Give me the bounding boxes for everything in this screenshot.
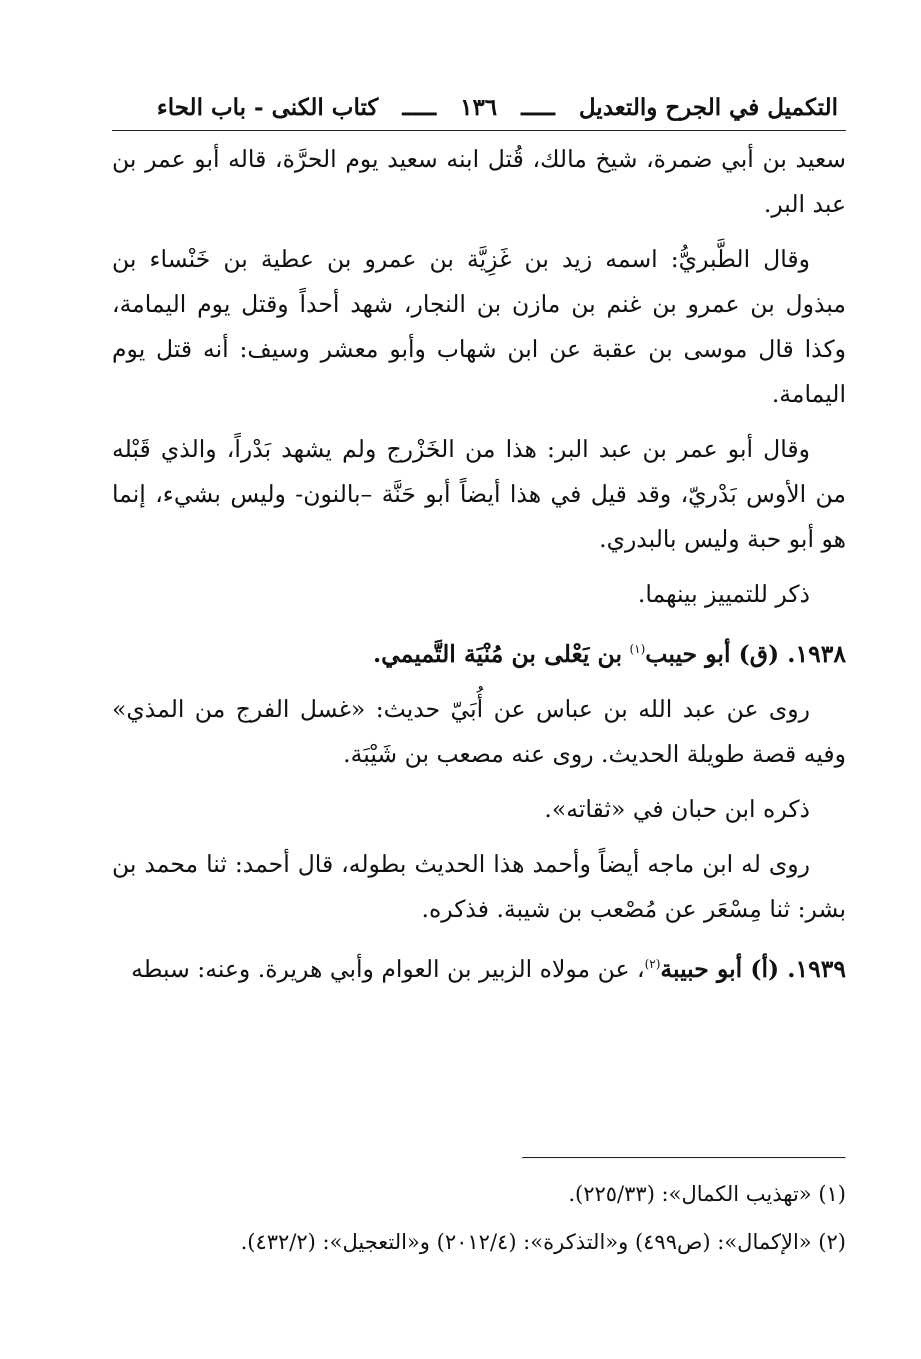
entry-heading-text: ١٩٣٨. (ق) أبو حيبب xyxy=(645,639,846,668)
main-text xyxy=(112,137,846,992)
entry-1938-heading xyxy=(112,627,846,677)
footnote-ref: (٢) xyxy=(644,956,661,971)
paragraph: ذكر للتمييز بينهما. xyxy=(637,580,810,608)
entry-heading-rest: بن يَعْلى بن مُنْيَة التَّميمي. xyxy=(372,639,622,668)
footnote-rule xyxy=(522,1157,846,1159)
running-header xyxy=(112,88,846,131)
paragraph: وقال أبو عمر بن عبد البر: هذا من الخَزْرج ولم يشهد بَدْراً، والذي قَبْله من الأوس بَدْريّ، وقد قيل في هذا أيضاً أبو حَنَّة –بالنون- وليس بشيء، إنما هو أبو حبة وليس بالبدري. xyxy=(112,435,846,553)
paragraph: سعيد بن أبي ضمرة، شيخ مالك، قُتل ابنه سعيد يوم الحرَّة، قاله أبو عمر بن عبد البر. xyxy=(112,145,846,218)
section-title: كتاب الكنى - باب الحاء xyxy=(156,94,379,121)
footnotes xyxy=(112,1170,846,1266)
entry-1939 xyxy=(112,942,846,992)
footnote: (١) «تهذيب الكمال»: (٢٢٥/٣٣). xyxy=(568,1182,846,1206)
header-dash: ـــــ xyxy=(521,94,555,121)
paragraph: روى له ابن ماجه أيضاً وأحمد هذا الحديث بطوله، قال أحمد: ثنا محمد بن بشر: ثنا مِسْعَر عن مُصْعب بن شيبة. فذكره. xyxy=(112,849,846,923)
footnote: (٢) «الإكمال»: (ص٤٩٩) و«التذكرة»: (٢٠١٢/٤) و«التعجيل»: (٤٣٢/٢). xyxy=(240,1230,846,1254)
entry-text: ، عن مولاه الزبير بن العوام وأبي هريرة. وعنه: سبطه xyxy=(131,954,645,983)
paragraph: روى عن عبد الله بن عباس عن أُبَيّ حديث: «غسل الفرج من المذي» وفيه قصة طويلة الحديث. روى عنه مصعب بن شَيْبَة. xyxy=(112,694,846,768)
entry-heading-text: ١٩٣٩. (أ) أبو حبيبة xyxy=(660,954,846,983)
paragraph: ذكره ابن حبان في «ثقاته». xyxy=(544,794,810,823)
book-title: التكميل في الجرح والتعديل xyxy=(578,94,838,121)
footnote-ref: (١) xyxy=(629,642,646,656)
header-dash: ـــــ xyxy=(402,94,437,121)
paragraph: وقال الطَّبريُّ: اسمه زيد بن غَزِيَّة بن عمرو بن عطية بن خَنْساء بن مبذول بن عمرو بن غنم بن مازن بن النجار، شهد أحداً وقتل يوم اليمامة، وكذا قال موسى بن عقبة عن ابن شهاب وأبو معشر وسيف: أنه قتل يوم اليمامة. xyxy=(112,245,846,408)
page-number: ١٣٦ xyxy=(460,94,498,121)
